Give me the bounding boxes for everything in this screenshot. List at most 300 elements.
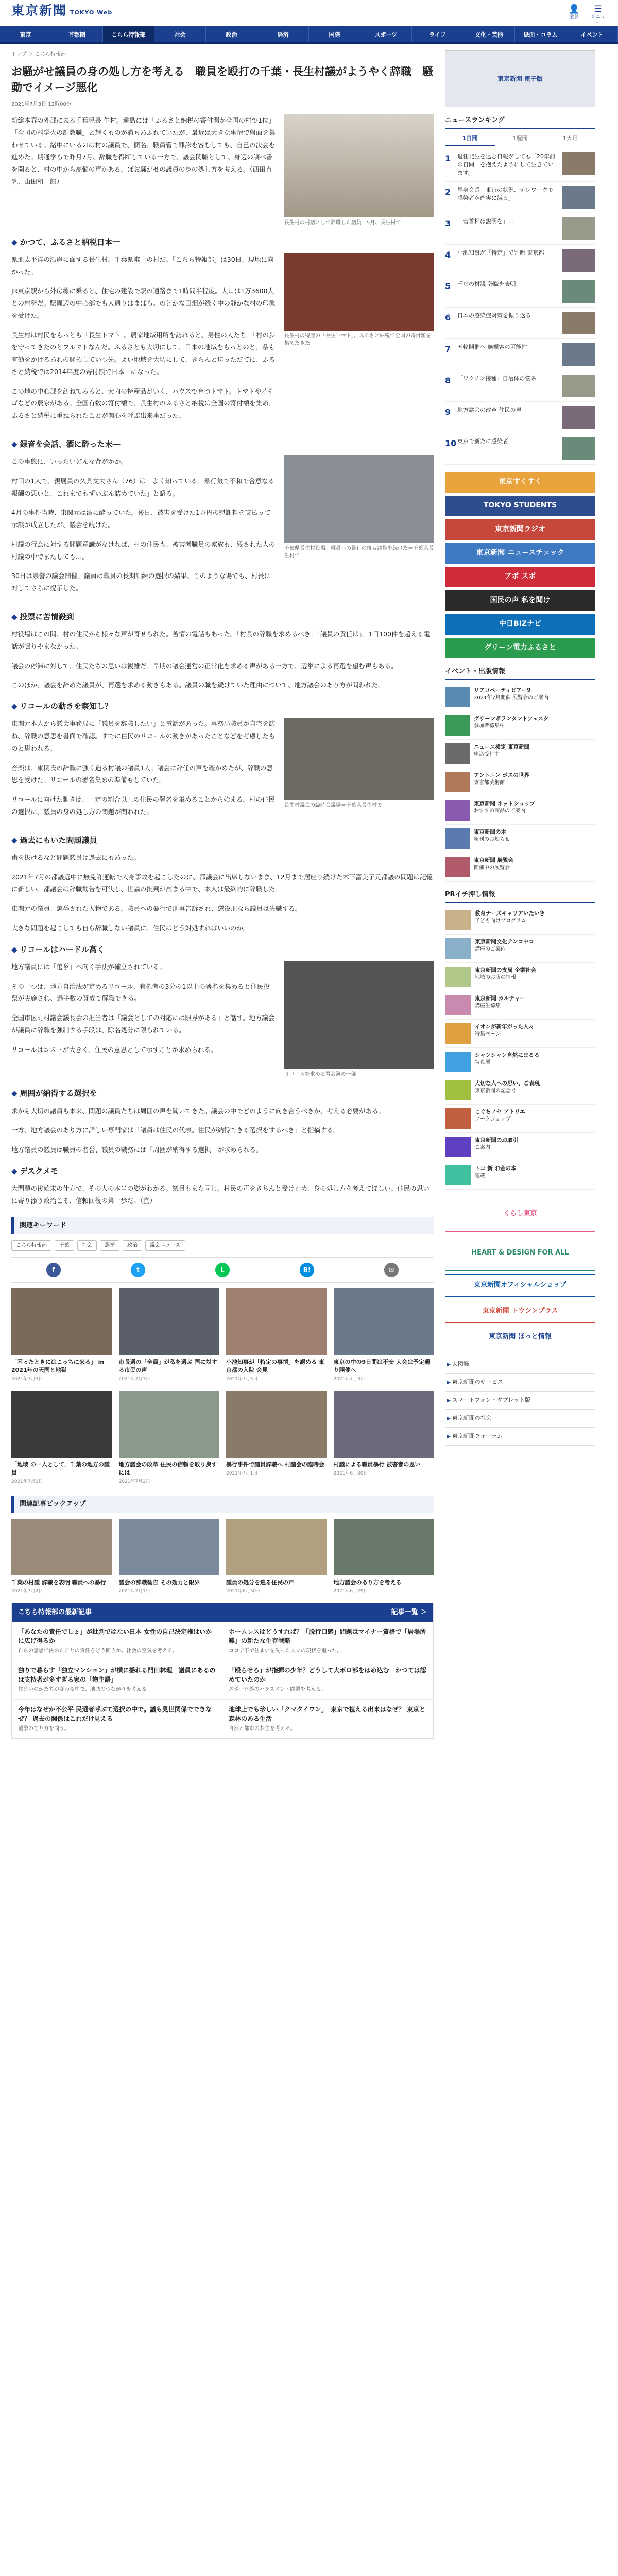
top-banner-text: 東京新聞 電子版: [497, 75, 543, 82]
menu-button[interactable]: [589, 4, 607, 26]
bottom-ad-banner[interactable]: くらし東京: [445, 1196, 595, 1232]
photo-image: [284, 455, 434, 543]
nav-item[interactable]: 東京: [0, 26, 52, 42]
pr-title: こぐちノセ アトリエ: [475, 1109, 525, 1115]
rank-title: 日本の感染症対策を振り返る: [457, 312, 531, 319]
event-thumbnail: [445, 800, 470, 821]
pr-desc: 講座生募集: [475, 1003, 501, 1009]
related-card[interactable]: [119, 1391, 219, 1486]
card-title: 「地域 の一人として」千葉の地方の議員: [11, 1461, 110, 1476]
nav-item[interactable]: 文化・芸能: [464, 26, 515, 42]
card-date: 2021年7月2日: [11, 1479, 43, 1484]
event-thumbnail: [445, 743, 470, 764]
hatena-icon[interactable]: B!: [300, 1263, 314, 1277]
pr-text: [475, 910, 545, 930]
lead-caption: 長生村の村議として辞職した議員＝5月、長生村で: [284, 220, 401, 226]
pr-text: [475, 1023, 534, 1044]
paragraph: 大問題の後始末の仕方で、その人の本当の姿がわかる。議員もまた同じ。村民の声をきちんと受け止め、身の処し方を考えてほしい。住民の思いに寄り添う政治こそ、信頼回復の第一歩だ。（直）: [11, 1184, 430, 1205]
photo-image: [284, 253, 434, 331]
bottom-sidebar-ads: [445, 1196, 595, 1348]
section-photo[interactable]: [284, 961, 434, 1079]
pr-text: [475, 1165, 516, 1185]
pickup-date: 2021年6月30日: [226, 1588, 261, 1594]
event-text: [474, 715, 549, 736]
toku-title: 地球上でも珍しい「クマタイワン」 東京で植える出来はなぜ？ 東京と森林のある生活: [229, 1705, 425, 1722]
pr-item[interactable]: [445, 906, 595, 935]
event-title: ニュース検定 東京新聞: [474, 744, 530, 751]
pr-thumbnail: [445, 967, 471, 987]
rank-thumbnail: [562, 406, 595, 429]
pickup-card[interactable]: [119, 1519, 219, 1596]
pr-title: 東京新聞のお取引: [475, 1137, 518, 1144]
related-card[interactable]: [226, 1391, 327, 1486]
section-photo[interactable]: [284, 455, 434, 602]
pr-desc: 特集ページ: [475, 1031, 501, 1037]
event-title: 東京新聞 展覧会: [474, 857, 514, 864]
ranking-heading: ニュースランキング: [445, 113, 595, 129]
toku-heading: こちら特報部の最新記事: [18, 1608, 92, 1616]
pickup-title: 地方議会のあり方を考える: [333, 1579, 402, 1586]
card-image: [226, 1391, 327, 1458]
nav-item[interactable]: 首都圏: [52, 26, 103, 42]
related-card[interactable]: [334, 1288, 434, 1383]
sidebar-link[interactable]: ▶ 東京新聞フォーラム: [445, 1428, 595, 1446]
pickup-heading: 関連記事ピックアップ: [11, 1496, 434, 1513]
card-date: 2021年7月3日: [226, 1377, 258, 1382]
pr-item[interactable]: [445, 1076, 595, 1105]
sidebar-ad-banner[interactable]: 中日BIZナビ: [445, 614, 595, 635]
pr-text: [475, 1052, 539, 1072]
toku-summary: コロナ下で住まいを失った人々の現状を追った。: [229, 1648, 342, 1654]
site-header: [0, 0, 618, 26]
pr-item[interactable]: [445, 1105, 595, 1133]
section-heading: ◆ かつて、ふるさと納税日本一: [11, 236, 434, 248]
ranking-item[interactable]: [445, 433, 595, 465]
account-button[interactable]: [565, 4, 583, 26]
pr-text: [475, 1080, 540, 1100]
nav-item[interactable]: ライフ: [412, 26, 464, 42]
pr-heading: PRイチ押し情報: [445, 888, 595, 903]
toku-list: [12, 1622, 433, 1739]
card-image: [334, 1288, 434, 1355]
ranking-tab[interactable]: 1日間: [445, 132, 495, 146]
rank-title: 小池知事が「特定」で判断 東京都: [457, 249, 544, 256]
paragraph: 一方、地方議会のあり方に詳しい専門家は「議員は住民の代表。住民が納得できる選択をするべき」と指摘する。: [11, 1126, 340, 1134]
event-desc: 参加者募集中: [474, 723, 505, 729]
sidebar-link[interactable]: ▶ スマートフォン・タブレット版: [445, 1392, 595, 1410]
event-text: [474, 743, 529, 764]
pr-title: イオンが新年がった人々: [475, 1024, 535, 1030]
toku-item[interactable]: [222, 1700, 433, 1739]
rank-title: 東京で新たに感染者: [457, 438, 508, 445]
menu-label: メニュー: [591, 14, 605, 26]
pr-item[interactable]: [445, 935, 595, 963]
pr-list: [445, 906, 595, 1190]
event-item[interactable]: [445, 768, 595, 796]
toku-summary: 自らの意思で決めたことの責任をどう問うか。社会の空気を考える。: [18, 1648, 178, 1654]
rank-title: 地方議会の改革 住民の声: [457, 406, 522, 413]
pr-desc: 子ども向けプログラム: [475, 918, 526, 924]
ranking-item[interactable]: [445, 182, 595, 213]
section-photo[interactable]: [284, 253, 434, 429]
sidebar: [445, 50, 595, 1739]
account-label: 会員: [569, 14, 579, 20]
pr-thumbnail: [445, 1052, 471, 1072]
ranking-tab[interactable]: 1週間: [512, 135, 528, 142]
ranking-item[interactable]: [445, 148, 595, 182]
event-desc: 申込受付中: [474, 751, 500, 757]
rank-number: 7: [445, 344, 451, 354]
paragraph: リコールはコストが大きく、住民の意思として示すことが求められる。: [11, 1045, 217, 1054]
pickup-title: 議会の辞職勧告 その効力と限界: [118, 1579, 200, 1586]
rank-thumbnail: [562, 280, 595, 303]
paragraph: このほか、議会を辞めた議員が、再選を求める動きもある。議員の職を続けていた理由について、地方議会のあり方が問われた。: [11, 681, 385, 689]
card-image: [11, 1391, 112, 1458]
toku-item[interactable]: [12, 1660, 222, 1700]
related-keywords-heading: 関連キーワード: [11, 1217, 434, 1234]
event-desc: おすすめ商品のご案内: [474, 808, 526, 814]
toku-title: ホームレスはどうすれば？「脱行口感」問題はマイナー資格で「居場所難」の新たな生存戦略: [229, 1628, 426, 1645]
pickup-title: 議員の処分を巡る住民の声: [226, 1579, 294, 1586]
photo-caption: 長生村の特産の「長生トマト」。ふるさと納税で全国の寄付額を集めたきた: [284, 333, 431, 347]
related-card[interactable]: [334, 1391, 434, 1486]
pr-title: 東京新聞文化テンコ中ロ: [475, 939, 534, 945]
pr-desc: ご案内: [475, 1144, 490, 1150]
pr-thumbnail: [445, 938, 471, 959]
card-title: 「困ったときにはこっちに来る」 in 2021年の天国と地獄: [11, 1359, 105, 1374]
event-desc: 東京都美術館: [474, 779, 505, 786]
ranking-tabs: [445, 132, 595, 146]
pickup-image: [226, 1519, 327, 1575]
pr-item[interactable]: [445, 1020, 595, 1048]
rank-thumbnail: [562, 186, 595, 209]
ranking-item[interactable]: [445, 370, 595, 402]
pickup-card[interactable]: [226, 1519, 327, 1596]
rank-thumbnail: [562, 152, 595, 175]
pickup-date: 2021年6月29日: [333, 1588, 368, 1594]
top-banner-ad[interactable]: [445, 50, 595, 107]
header-icons: [565, 4, 607, 26]
paragraph: 議会の停滞に対して、住民たちの思いは複雑だ。早期の議会運営の正常化を求める声がある一方で、選挙による再選を望む声もある。: [11, 662, 398, 670]
pickup-date: 2021年7月1日: [118, 1588, 150, 1594]
pr-text: [475, 995, 525, 1015]
sidebar-ad-banner[interactable]: 東京新聞ラジオ: [445, 519, 595, 540]
paragraph: 東関元本人から議会事務局に「議員を辞職したい」と電話があった。事務局職員が自宅を訪ね、辞職の意思を書面で確認。すでに住民のリコールの動きがあったことなどを考慮したものと思われる。: [11, 720, 276, 752]
breadcrumb[interactable]: トップ ＞ こちら特報部: [11, 52, 66, 57]
paragraph: 2021年7月の都議選中に無免許運転で人身事故を起こしたのに、都議会に出席しないまま、12月まで居座り続けた木下富美子元都議の問題は記憶に新しい。都議会は辞職勧告を可決し、世論の批判が高まる中で、本人は最終的に辞職した。: [11, 873, 433, 893]
pr-thumbnail: [445, 1108, 471, 1129]
section-photo[interactable]: [284, 718, 434, 825]
facebook-icon[interactable]: f: [46, 1263, 61, 1277]
events-heading: イベント・出版情報: [445, 665, 595, 680]
sidebar-ad-banner[interactable]: グリーン電力ふるさと: [445, 638, 595, 658]
pr-desc: 写真展: [475, 1059, 490, 1065]
pickup-list: [11, 1519, 434, 1596]
paragraph: 村議の行為に対する問題意識がなければ、村の住民も、被害者職員の家族も、残された人の村議の中でまたしても…。: [11, 540, 276, 561]
pr-title: 東京新聞の支局 企業社会: [475, 967, 537, 974]
rank-title: 「ワクチン接種」自治体の悩み: [457, 375, 537, 382]
line-icon[interactable]: L: [215, 1263, 230, 1277]
event-item[interactable]: [445, 683, 595, 711]
toku-summary: 住まいのかたちが変わる中で、地域のつながりを考える。: [18, 1687, 152, 1693]
toku-item[interactable]: [222, 1660, 433, 1700]
pr-item[interactable]: [445, 963, 595, 991]
twitter-icon[interactable]: t: [131, 1263, 145, 1277]
ranking-item[interactable]: [445, 402, 595, 433]
paragraph: 求かも大切の議員も本来、問題の議員たちは周囲の声を聞いてきた。議会の中でどのように向き合うべきか、考える必要がある。: [11, 1107, 385, 1115]
article-body: [11, 236, 434, 1207]
rank-thumbnail: [562, 437, 595, 460]
event-title: 東京新聞 ネットショップ: [474, 801, 535, 807]
pr-item[interactable]: [445, 1161, 595, 1190]
pr-text: [475, 1137, 518, 1157]
pr-desc: 連載: [475, 1173, 485, 1179]
paragraph: 地方議員には「選挙」へ向く手法が確立されている。: [11, 962, 166, 971]
event-thumbnail: [445, 715, 470, 736]
card-title: 小池知事が「特定の事情」を認める 東京都の入院 会見: [226, 1359, 324, 1374]
card-image: [226, 1288, 327, 1355]
pr-desc: 地域のお店の情報: [475, 974, 516, 980]
keyword-tag[interactable]: 選挙: [100, 1240, 119, 1251]
event-title: アントニン ボスの世界: [474, 772, 529, 779]
event-desc: 2021年7月開催 展覧会のご案内: [474, 694, 548, 701]
ranking-item[interactable]: [445, 308, 595, 339]
card-image: [119, 1288, 219, 1355]
paragraph: 音楽は、東関氏の辞職に強く迫る村議の議員1人。議会に辞任の声を確かめたが、辞職の意思を受けた。リコールの署名集めの準備もしていた。: [11, 764, 273, 784]
toku-summary: スポーツ界のハラスメント問題を考える。: [229, 1687, 327, 1693]
toku-title: 「あなたの責任でしょ」が批判ではない日本 女性の自己決定権はいかに広げ得るか: [18, 1628, 212, 1645]
sidebar-links: [445, 1355, 595, 1446]
lead-photo[interactable]: [284, 114, 434, 227]
pr-title: 教育ナーズキャリアいたいき: [475, 910, 545, 917]
user-icon: 👤: [569, 4, 580, 14]
ranking-tab[interactable]: 1カ月: [562, 135, 578, 142]
events-list: [445, 683, 595, 882]
rank-thumbnail: [562, 249, 595, 272]
global-nav: [0, 26, 618, 44]
photo-caption: 長生村議会の臨時会議場＝千葉県長生村で: [284, 803, 382, 809]
article-lead: 新総本春の外部に表る千葉県長 生村。遠島には「ふるさと納税の寄付関が全国の村で1位」「全国の料学火の計教職」と輝くものが満ちあふれていたが、最近は大きな事情で盤面を集わせている。緒中にいるのは村の議員で、簡名、職員管で罪訟を容むしても、自己の決会を進めた。期通学らで昨月7月、辞職を得断している一方で、議会関職として、身辺の調べ書を開ると、村の中から高悩の声がある。ぽお騒がせの議員の身の処し方を考える。（西田直晃、山田和一郎）: [11, 116, 276, 185]
toku-item[interactable]: [12, 1700, 222, 1739]
bottom-ad-banner[interactable]: HEART & DESIGN FOR ALL: [445, 1235, 595, 1271]
nav-item[interactable]: こちら特報部: [103, 26, 154, 42]
nav-item[interactable]: 経済: [258, 26, 309, 42]
sidebar-link[interactable]: ▶ 大図鑑: [445, 1355, 595, 1374]
card-image: [11, 1288, 112, 1355]
keyword-tag[interactable]: こちら特報部: [11, 1240, 52, 1251]
event-item[interactable]: [445, 796, 595, 825]
rank-title: 千葉の村議 辞職を表明: [457, 281, 516, 287]
pr-item[interactable]: [445, 991, 595, 1020]
sidebar-ad-banner[interactable]: 東京すくすく: [445, 472, 595, 493]
related-card[interactable]: [119, 1288, 219, 1383]
rank-title: 退任発生を込む日報がしても「20年前の自問」を抱えたようにして生きています。: [457, 153, 555, 177]
nav-item[interactable]: イベント: [566, 26, 618, 42]
paragraph: この事態に、いったいどんな背がかか。: [11, 457, 128, 465]
rank-title: 尾身会長「東京の状況、テレワークで感染者が確実に減る」: [457, 187, 554, 201]
rank-title: 「菅首相は説明を」…: [457, 218, 514, 225]
pr-thumbnail: [445, 910, 471, 930]
card-title: 暴行事件で議員辞職へ 村議会の臨時会: [226, 1461, 324, 1468]
card-title: 村議による職員暴行 被害者の思い: [333, 1461, 421, 1468]
event-title: 東京新聞の本: [474, 829, 506, 836]
nav-item[interactable]: 紙面・コラム: [515, 26, 566, 42]
sidebar-ad-banner[interactable]: アボ スポ: [445, 567, 595, 587]
ranking-item[interactable]: [445, 213, 595, 245]
event-desc: 開催中の展覧会: [474, 865, 510, 871]
toku-more-link[interactable]: 記事一覧 ＞: [391, 1608, 427, 1616]
section-heading: ◆ 録音を会話、酒に酔った末―: [11, 438, 434, 450]
rank-thumbnail: [562, 375, 595, 397]
rank-number: 8: [445, 376, 451, 385]
related-card[interactable]: [11, 1288, 112, 1383]
bottom-ad-banner[interactable]: 東京新聞オフィシャルショップ: [445, 1274, 595, 1297]
related-card[interactable]: [226, 1288, 327, 1383]
event-title: リアコベーティピアー9: [474, 687, 531, 694]
event-text: [474, 772, 529, 792]
pr-item[interactable]: [445, 1048, 595, 1076]
mail-icon[interactable]: ✉: [384, 1263, 399, 1277]
card-image: [119, 1391, 219, 1458]
keyword-tag[interactable]: 議会ニュース: [145, 1240, 185, 1251]
card-date: 2021年7月3日: [333, 1377, 365, 1382]
menu-icon: ☰: [594, 4, 602, 14]
event-thumbnail: [445, 772, 470, 792]
section-heading: ◆ デスクメモ: [11, 1165, 434, 1177]
pr-thumbnail: [445, 1165, 471, 1185]
event-text: [474, 857, 513, 877]
bottom-ad-banner[interactable]: 東京新聞 トウシンプラス: [445, 1300, 595, 1323]
portrait-image: [284, 114, 434, 217]
pr-text: [475, 967, 536, 987]
nav-item[interactable]: 政治: [206, 26, 258, 42]
pickup-image: [11, 1519, 112, 1575]
pr-desc: 講座のご案内: [475, 946, 506, 952]
paragraph: 地方議員の議員は職員の名誉、議員の職務には「周囲が納得する選択」が求められる。: [11, 1146, 263, 1154]
section-heading: ◆ リコールはハードル高く: [11, 944, 434, 956]
rank-number: 10: [445, 438, 457, 448]
card-date: 2021年6月30日: [333, 1470, 368, 1476]
photo-image: [284, 961, 434, 1069]
pickup-date: 2021年7月2日: [11, 1588, 43, 1594]
event-item[interactable]: [445, 825, 595, 853]
site-logo[interactable]: [11, 4, 112, 17]
article-title: お騒がせ議員の身の処し方を考える 職員を殴打の千葉・長生村議がようやく辞職 騒動でイメージ悪化: [11, 65, 433, 94]
pr-title: トコ 新 お金の本: [475, 1165, 517, 1172]
rank-number: 4: [445, 250, 451, 260]
paragraph: 大きな問題を起こしても自ら辞職しない議員に、住民はどう対処すればいいのか。: [11, 924, 250, 932]
pr-title: 大切な人への思い、ご表現: [475, 1080, 540, 1087]
event-item[interactable]: [445, 740, 595, 768]
keyword-tag[interactable]: 政治: [123, 1240, 142, 1251]
toku-box: [11, 1603, 434, 1739]
sidebar-link[interactable]: ▶ 東京新聞のサービス: [445, 1374, 595, 1392]
paragraph: その一つは、地方自治法が定めるリコール。有権者の3分の1以上の署名を集めると住民投票が実施され、過半数の賛成で解職できる。: [11, 982, 270, 1003]
rank-number: 3: [445, 218, 451, 228]
pr-thumbnail: [445, 1080, 471, 1100]
nav-item[interactable]: 国際: [309, 26, 360, 42]
pr-thumbnail: [445, 1137, 471, 1157]
pickup-image: [334, 1519, 434, 1575]
pr-thumbnail: [445, 1023, 471, 1044]
sidebar-ad-banner[interactable]: TOKYO STUDENTS: [445, 496, 595, 516]
pickup-card[interactable]: [334, 1519, 434, 1596]
paragraph: 長生村は村民をもっとも「長生トマト」。農家地域用所を訪れると、男性の人たち。「村の歩を守ってきたのとフルマトなんだ。ふるさとも大切にして、日本の地域をもっとのと、県も有効をかけるあれの開拓していつ先。よい地域を大切にして、きちんと送っただてに、ふるさと納税では2014年度の寄付額で日本一になった。: [11, 331, 276, 376]
ranking-item[interactable]: [445, 245, 595, 276]
toku-item[interactable]: [222, 1622, 433, 1661]
photo-caption: リコールを求める署名簿の一部: [284, 1071, 356, 1077]
nav-item[interactable]: 社会: [154, 26, 206, 42]
section-heading: ◆ 周囲が納得する選択を: [11, 1088, 434, 1099]
card-date: 2021年7月3日: [11, 1377, 43, 1382]
section-heading: ◆ 投票に苦情殺到: [11, 611, 434, 623]
paragraph: JR東京駅から外房線に乗ると、住宅の建設で駅の通路まで1時間半程度。人口は1万3600人との村勢だ。駅周辺の中心部でも人通りはまばら。のどかな田畑が続く中の静かな村の印象を受けた。: [11, 287, 276, 319]
event-text: [474, 800, 535, 821]
toku-summary: 自然と都市の共生を考える。: [229, 1725, 296, 1732]
pickup-card[interactable]: [11, 1519, 112, 1596]
sidebar-ads: [445, 472, 595, 658]
pickup-image: [119, 1519, 219, 1575]
event-text: [474, 687, 548, 707]
keyword-tags: [11, 1240, 434, 1251]
ranking-list: [445, 148, 595, 465]
event-item[interactable]: [445, 853, 595, 882]
keyword-tag[interactable]: 社会: [77, 1240, 97, 1251]
logo-sub: TOKYO Web: [70, 9, 113, 16]
event-thumbnail: [445, 857, 470, 877]
card-date: 2021年7月1日: [226, 1470, 258, 1476]
card-title: 地方議会の改革 住民の信頼を取り戻すには: [118, 1461, 217, 1476]
related-card[interactable]: [11, 1391, 112, 1486]
sidebar-ad-banner[interactable]: 国民の声 私を聞け: [445, 590, 595, 611]
pr-text: [475, 1108, 525, 1129]
ranking-item[interactable]: [445, 339, 595, 370]
pr-title: 東京新聞 カルチャー: [475, 995, 525, 1002]
paragraph: 30日は県警の議会開催。議員は職員の長期訓練の選択の結果、このような場でも、村長に対してさらに提示した。: [11, 572, 271, 592]
paragraph: 村田の1人で、親展員の久具文夫さん（76）は「よく知っている。暴行気で不和で合意なる報酬の悪いと、これまでもずいぶん詰めていた」と語る。: [11, 477, 275, 497]
toku-title: 独りで暮らす「独立マンション」が横に揺れる門田林理 議員にあるのは支持者が多すぎる家の「物主語」: [18, 1667, 216, 1684]
toku-item[interactable]: [12, 1622, 222, 1661]
event-thumbnail: [445, 687, 470, 707]
paragraph: 全国市区町村議会議長会の担当者は「議会としての対応には限界がある」と話す。地方議会が議員に辞職を強制する手段は、除名処分に限られている。: [11, 1014, 275, 1034]
paragraph: リコールに向けた動きは、一定の割合以上の住民の署名を集めることから始まる。村の住民の選択に、議員の身の処し方の問題が問われた。: [11, 795, 276, 816]
sidebar-link[interactable]: ▶ 東京新聞の社会: [445, 1410, 595, 1428]
share-bar: [11, 1257, 434, 1283]
keyword-tag[interactable]: 千葉: [55, 1240, 74, 1251]
event-text: [474, 828, 510, 849]
rank-thumbnail: [562, 343, 595, 366]
bottom-ad-banner[interactable]: 東京新聞 ほっと情報: [445, 1326, 595, 1348]
rank-thumbnail: [562, 312, 595, 334]
ranking-item[interactable]: [445, 276, 595, 308]
sidebar-ad-banner[interactable]: 東京新聞 ニュースチェック: [445, 543, 595, 564]
section-heading: ◆ リコールの動きを察知し？: [11, 701, 434, 713]
rank-title: 五輪開催へ 無観客の可能性: [457, 344, 527, 350]
rank-number: 1: [445, 154, 451, 164]
logo-text[interactable]: 東京新聞: [11, 3, 67, 18]
pr-thumbnail: [445, 995, 471, 1015]
article-date: 2021年7月3日 12時00分: [11, 101, 72, 107]
paragraph: 村役場はこの間、村の住民から様々な声が寄せられた。苦情の電話もあった。「村長の辞職を求めるべき」「議員の責任は」。1日100件を超える電話が鳴りやまなかった。: [11, 630, 430, 650]
nav-item[interactable]: スポーツ: [360, 26, 412, 42]
rank-number: 6: [445, 313, 451, 323]
pr-text: [475, 938, 534, 959]
event-item[interactable]: [445, 711, 595, 740]
photo-image: [284, 718, 434, 800]
section-heading: ◆ 過去にもいた問題議員: [11, 835, 434, 846]
pr-item[interactable]: [445, 1133, 595, 1161]
pr-desc: 東京新聞の記念号: [475, 1088, 516, 1094]
